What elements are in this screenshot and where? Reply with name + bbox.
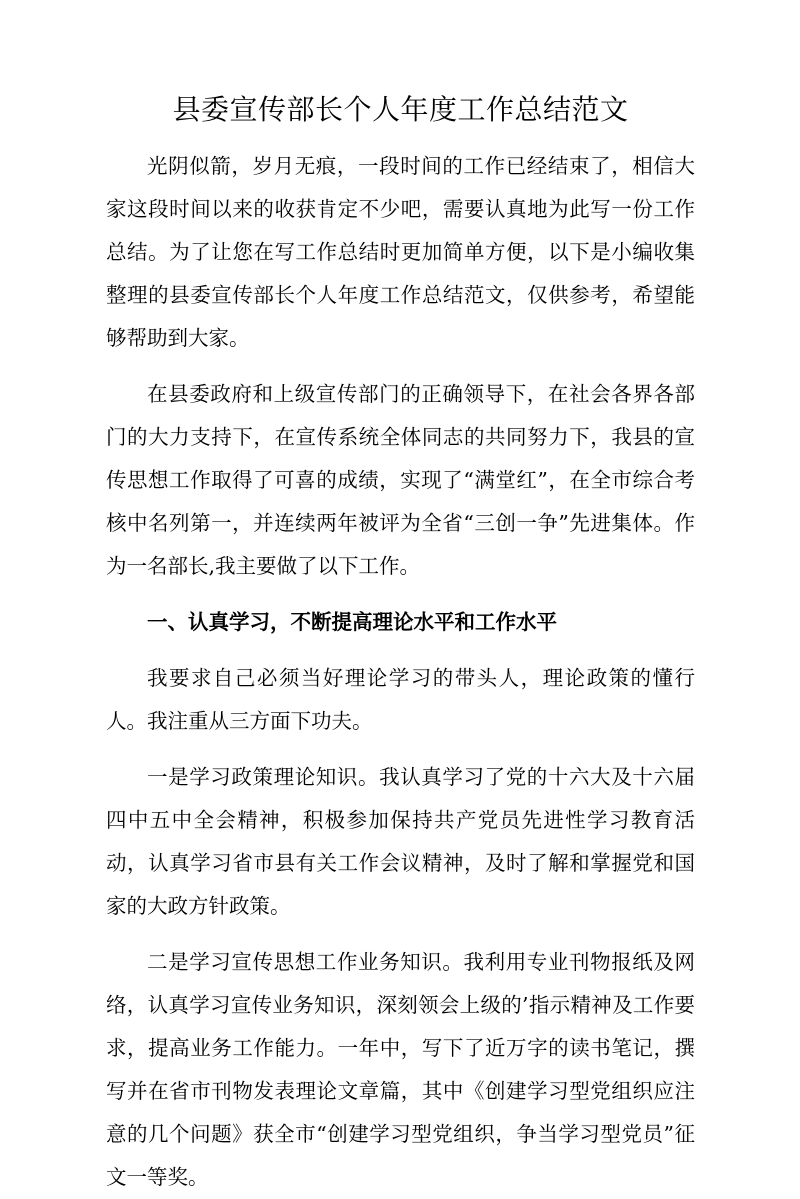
document-title: 县委宣传部长个人年度工作总结范文: [172, 93, 629, 126]
summary-paragraph: 在县委政府和上级宣传部门的正确领导下，在社会各界各部门的大力支持下，在宣传系统全体同志的共同努力下，我县的宣传思想工作取得了可喜的成绩，实现了“满堂红”，在全市综合考核中名列第一，并连续两年被评为全省“三创一争”先进集体。作为一名部长,我主要做了以下工作。: [106, 382, 695, 578]
section-paragraph: 我要求自己必须当好理论学习的带头人，理论政策的懂行人。我注重从三方面下功夫。: [106, 666, 695, 733]
section-heading: 一、认真学习，不断提高理论水平和工作水平: [147, 610, 557, 634]
section-paragraph: 一是学习政策理论知识。我认真学习了党的十六大及十六届四中五中全会精神，积极参加保持共产党员先进性学习教育活动，认真学习省市县有关工作会议精神，及时了解和掌握党和国家的大政方针政策。: [106, 765, 695, 918]
intro-paragraph: 光阴似箭，岁月无痕，一段时间的工作已经结束了，相信大家这段时间以来的收获肯定不少吧，需要认真地为此写一份工作总结。为了让您在写工作总结时更加简单方便，以下是小编收集整理的县委宣传部长个人年度工作总结范文，仅供参考，希望能够帮助到大家。: [106, 154, 695, 350]
section-paragraph: 二是学习宣传思想工作业务知识。我利用专业刊物报纸及网络，认真学习宣传业务知识，深刻领会上级的’指示精神及工作要求，提高业务工作能力。一年中，写下了近万字的读书笔记，撰写并在省市刊物发表理论文章篇，其中《创建学习型党组织应注意的几个问题》获全市“创建学习型党组织，争当学习型党员”征文一等奖。: [106, 950, 695, 1189]
